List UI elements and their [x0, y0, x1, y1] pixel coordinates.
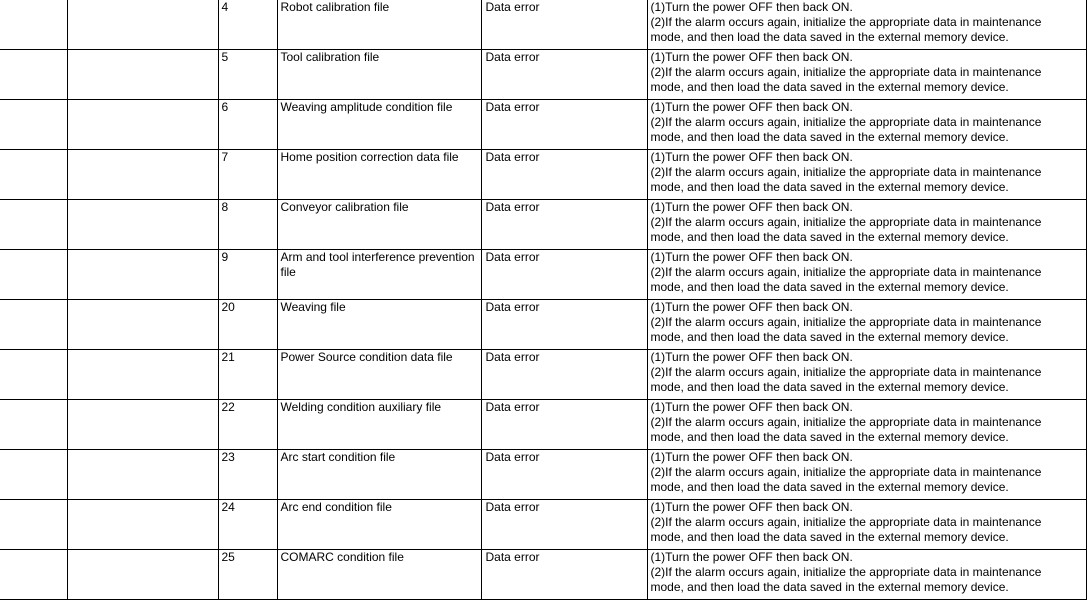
remedy-line-2: (2)If the alarm occurs again, initialize the appropriate data in maintenance — [650, 515, 1042, 530]
error-type-cell — [481, 50, 647, 100]
remedy-cell — [647, 50, 1087, 100]
table-row — [0, 100, 1087, 150]
alarm-code-cell — [0, 500, 67, 550]
file-name: Arm and tool interference prevention file — [280, 250, 475, 280]
remedy-line-1: (1)Turn the power OFF then back ON. — [650, 300, 853, 314]
remedy-line-1: (1)Turn the power OFF then back ON. — [650, 100, 853, 114]
sub-code-cell — [218, 500, 277, 550]
file-name: Arc start condition file — [280, 450, 396, 464]
sub-code-cell — [218, 0, 277, 50]
table-row — [0, 300, 1087, 350]
table-row — [0, 500, 1087, 550]
remedy-line-3: mode, and then load the data saved in the external memory device. — [650, 580, 1009, 595]
error-type: Data error — [485, 100, 540, 114]
remedy-line-1: (1)Turn the power OFF then back ON. — [650, 50, 853, 64]
remedy-line-3: mode, and then load the data saved in the external memory device. — [650, 430, 1009, 445]
error-type: Data error — [485, 550, 540, 564]
file-name-cell — [277, 400, 481, 450]
alarm-message-cell — [67, 50, 218, 100]
error-type-cell — [481, 0, 647, 50]
file-name-cell — [277, 200, 481, 250]
alarm-code-cell — [0, 250, 67, 300]
table-row — [0, 50, 1087, 100]
file-name: Welding condition auxiliary file — [280, 400, 442, 414]
sub-code-cell — [218, 300, 277, 350]
file-name: COMARC condition file — [280, 550, 404, 564]
file-name: Home position correction data file — [280, 150, 459, 164]
remedy-line-3: mode, and then load the data saved in the external memory device. — [650, 380, 1009, 395]
file-name: Weaving file — [280, 300, 346, 314]
remedy-line-2: (2)If the alarm occurs again, initialize the appropriate data in maintenance — [650, 15, 1042, 30]
file-name-cell — [277, 500, 481, 550]
remedy-cell — [647, 550, 1087, 600]
error-type: Data error — [485, 400, 540, 414]
sub-code: 5 — [221, 50, 229, 64]
alarm-code-cell — [0, 100, 67, 150]
file-name: Tool calibration file — [280, 50, 380, 64]
remedy-line-1: (1)Turn the power OFF then back ON. — [650, 350, 853, 364]
error-type: Data error — [485, 350, 540, 364]
remedy-line-2: (2)If the alarm occurs again, initialize the appropriate data in maintenance — [650, 365, 1042, 380]
remedy-line-3: mode, and then load the data saved in the external memory device. — [650, 530, 1009, 545]
alarm-message-cell — [67, 400, 218, 450]
alarm-message-cell — [67, 100, 218, 150]
table-row — [0, 400, 1087, 450]
alarm-code-cell — [0, 150, 67, 200]
remedy-line-2: (2)If the alarm occurs again, initialize the appropriate data in maintenance — [650, 315, 1042, 330]
error-type-cell — [481, 250, 647, 300]
remedy-line-3: mode, and then load the data saved in the external memory device. — [650, 130, 1009, 145]
sub-code: 6 — [221, 100, 229, 114]
remedy-cell — [647, 350, 1087, 400]
remedy-cell — [647, 400, 1087, 450]
error-type-cell — [481, 350, 647, 400]
alarm-code-cell — [0, 0, 67, 50]
remedy-line-3: mode, and then load the data saved in the external memory device. — [650, 280, 1009, 295]
remedy-line-2: (2)If the alarm occurs again, initialize the appropriate data in maintenance — [650, 265, 1042, 280]
sub-code: 8 — [221, 200, 229, 214]
file-name-cell — [277, 50, 481, 100]
sub-code-cell — [218, 450, 277, 500]
sub-code: 21 — [221, 350, 235, 364]
file-name-cell — [277, 350, 481, 400]
sub-code-cell — [218, 200, 277, 250]
sub-code: 22 — [221, 400, 235, 414]
remedy-line-2: (2)If the alarm occurs again, initialize the appropriate data in maintenance — [650, 565, 1042, 580]
remedy-line-3: mode, and then load the data saved in the external memory device. — [650, 30, 1009, 45]
sub-code-cell — [218, 400, 277, 450]
file-name-cell — [277, 300, 481, 350]
error-type: Data error — [485, 50, 540, 64]
error-type: Data error — [485, 150, 540, 164]
remedy-cell — [647, 100, 1087, 150]
remedy-line-2: (2)If the alarm occurs again, initialize the appropriate data in maintenance — [650, 115, 1042, 130]
alarm-message-cell — [67, 300, 218, 350]
remedy-cell — [647, 500, 1087, 550]
remedy-line-1: (1)Turn the power OFF then back ON. — [650, 400, 853, 414]
file-name: Power Source condition data file — [280, 350, 453, 364]
table-row — [0, 450, 1087, 500]
table-row — [0, 250, 1087, 300]
remedy-line-2: (2)If the alarm occurs again, initialize the appropriate data in maintenance — [650, 165, 1042, 180]
error-type-cell — [481, 500, 647, 550]
file-name-cell — [277, 250, 481, 300]
alarm-message-cell — [67, 0, 218, 50]
alarm-code-cell — [0, 200, 67, 250]
alarm-code-cell — [0, 350, 67, 400]
error-type: Data error — [485, 300, 540, 314]
sub-code: 9 — [221, 250, 229, 264]
remedy-line-1: (1)Turn the power OFF then back ON. — [650, 0, 853, 14]
table-row — [0, 200, 1087, 250]
file-name-cell — [277, 100, 481, 150]
error-type-cell — [481, 150, 647, 200]
file-name-cell — [277, 0, 481, 50]
alarm-message-cell — [67, 350, 218, 400]
remedy-cell — [647, 200, 1087, 250]
alarm-message-cell — [67, 150, 218, 200]
error-type: Data error — [485, 250, 540, 264]
error-type: Data error — [485, 450, 540, 464]
error-type-cell — [481, 400, 647, 450]
error-type: Data error — [485, 0, 540, 14]
alarm-code-cell — [0, 550, 67, 600]
sub-code-cell — [218, 350, 277, 400]
remedy-cell — [647, 150, 1087, 200]
alarm-message-cell — [67, 250, 218, 300]
remedy-line-1: (1)Turn the power OFF then back ON. — [650, 450, 853, 464]
error-type-cell — [481, 450, 647, 500]
remedy-line-3: mode, and then load the data saved in the external memory device. — [650, 330, 1009, 345]
file-name: Robot calibration file — [280, 0, 390, 14]
error-type-cell — [481, 200, 647, 250]
file-name-cell — [277, 550, 481, 600]
remedy-line-1: (1)Turn the power OFF then back ON. — [650, 500, 853, 514]
sub-code-cell — [218, 550, 277, 600]
remedy-cell — [647, 450, 1087, 500]
sub-code: 23 — [221, 450, 235, 464]
error-type-cell — [481, 100, 647, 150]
file-name-cell — [277, 450, 481, 500]
file-name: Weaving amplitude condition file — [280, 100, 453, 114]
remedy-cell — [647, 0, 1087, 50]
error-type: Data error — [485, 500, 540, 514]
sub-code: 25 — [221, 550, 235, 564]
remedy-line-1: (1)Turn the power OFF then back ON. — [650, 150, 853, 164]
alarm-message-cell — [67, 550, 218, 600]
error-type-cell — [481, 550, 647, 600]
alarm-message-cell — [67, 450, 218, 500]
remedy-line-1: (1)Turn the power OFF then back ON. — [650, 200, 853, 214]
remedy-line-3: mode, and then load the data saved in the external memory device. — [650, 180, 1009, 195]
error-type-cell — [481, 300, 647, 350]
remedy-line-2: (2)If the alarm occurs again, initialize the appropriate data in maintenance — [650, 415, 1042, 430]
error-type: Data error — [485, 200, 540, 214]
remedy-line-2: (2)If the alarm occurs again, initialize the appropriate data in maintenance — [650, 465, 1042, 480]
sub-code-cell — [218, 50, 277, 100]
sub-code-cell — [218, 100, 277, 150]
remedy-cell — [647, 250, 1087, 300]
remedy-line-3: mode, and then load the data saved in the external memory device. — [650, 80, 1009, 95]
alarm-code-cell — [0, 400, 67, 450]
remedy-cell — [647, 300, 1087, 350]
sub-code: 20 — [221, 300, 235, 314]
remedy-line-3: mode, and then load the data saved in the external memory device. — [650, 480, 1009, 495]
table-row — [0, 150, 1087, 200]
remedy-line-2: (2)If the alarm occurs again, initialize the appropriate data in maintenance — [650, 215, 1042, 230]
table-row — [0, 350, 1087, 400]
remedy-line-1: (1)Turn the power OFF then back ON. — [650, 250, 853, 264]
table-row — [0, 550, 1087, 600]
alarm-code-cell — [0, 300, 67, 350]
sub-code-cell — [218, 150, 277, 200]
file-name-cell — [277, 150, 481, 200]
remedy-line-2: (2)If the alarm occurs again, initialize the appropriate data in maintenance — [650, 65, 1042, 80]
sub-code: 24 — [221, 500, 235, 514]
file-name: Arc end condition file — [280, 500, 392, 514]
alarm-code-cell — [0, 50, 67, 100]
remedy-line-1: (1)Turn the power OFF then back ON. — [650, 550, 853, 564]
sub-code: 4 — [221, 0, 229, 14]
alarm-code-cell — [0, 450, 67, 500]
sub-code: 7 — [221, 150, 229, 164]
alarm-message-cell — [67, 200, 218, 250]
table-row — [0, 0, 1087, 50]
sub-code-cell — [218, 250, 277, 300]
alarm-message-cell — [67, 500, 218, 550]
remedy-line-3: mode, and then load the data saved in the external memory device. — [650, 230, 1009, 245]
file-name: Conveyor calibration file — [280, 200, 409, 214]
